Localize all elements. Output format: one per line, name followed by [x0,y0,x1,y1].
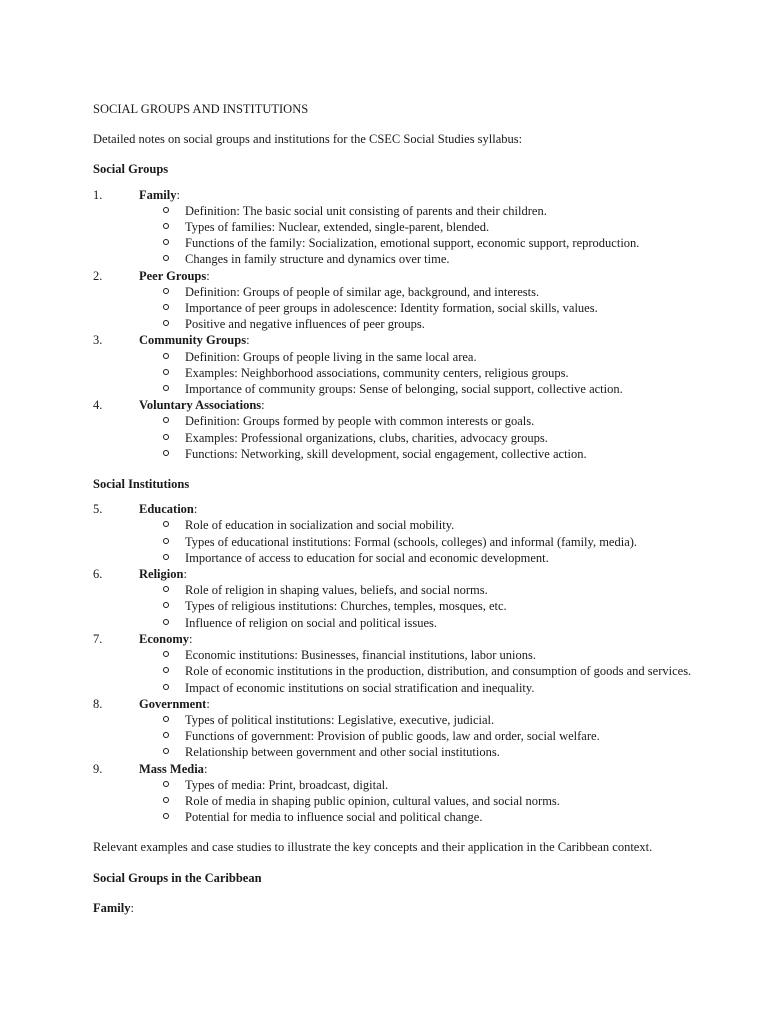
bullet-text: Types of families: Nuclear, extended, single-parent, blended. [185,220,490,235]
bullet-item [139,316,708,332]
bullet-item [139,413,708,429]
trailing-item-name: Family [93,900,131,915]
hollow-circle-bullet-icon [163,450,169,456]
bullet-item [139,712,708,728]
list-item-name: Community Groups [139,333,247,348]
section-heading: Social Groups [93,162,169,177]
bullet-text: Role of education in socialization and social mobility. [185,518,455,533]
bullet-item [139,203,708,219]
list-item-number: 9. [93,761,103,776]
list-item-heading [139,332,708,348]
bullet-text: Relationship between government and other social institutions. [185,745,500,760]
bullet-text: Definition: Groups of people living in the same local area. [185,349,477,364]
numbered-list [93,501,708,825]
bullet-list [139,582,708,631]
hollow-circle-bullet-icon [163,521,169,527]
bullet-item [139,300,708,316]
list-item-number: 3. [93,333,103,348]
hollow-circle-bullet-icon [163,255,169,261]
hollow-circle-bullet-icon [163,417,169,423]
list-item-number: 8. [93,696,103,711]
hollow-circle-bullet-icon [163,239,169,245]
document-page [93,101,708,916]
bullet-item [139,777,708,793]
hollow-circle-bullet-icon [163,223,169,229]
bullet-text: Examples: Neighborhood associations, community centers, religious groups. [185,365,569,380]
list-item-number: 4. [93,398,103,413]
bullet-text: Importance of peer groups in adolescence: Identity formation, social skills, values. [185,301,598,316]
caribbean-heading: Social Groups in the Caribbean [93,870,262,885]
list-item-name: Mass Media [139,761,204,776]
bullet-text: Functions of the family: Socialization, emotional support, economic support, reproduction. [185,236,640,251]
trailing-item-suffix: : [130,900,134,915]
bullet-text: Examples: Professional organizations, clubs, charities, advocacy groups. [185,430,548,445]
list-item [93,501,708,566]
hollow-circle-bullet-icon [163,320,169,326]
list-item-heading [139,696,708,712]
list-item-colon: : [261,398,265,413]
bullet-item [139,284,708,300]
list-item-number: 1. [93,187,103,202]
bullet-list [139,647,708,696]
list-item-heading [139,566,708,582]
bullet-item [139,517,708,533]
list-item-colon: : [246,333,250,348]
bullet-item [139,598,708,614]
list-item-heading [139,397,708,413]
list-item-heading [139,187,708,203]
bullet-item [139,381,708,397]
bullet-item [139,349,708,365]
bullet-item [139,430,708,446]
list-item [93,268,708,333]
bullet-list [139,517,708,566]
list-item-number: 7. [93,631,103,646]
bullet-item [139,663,708,679]
list-item-name: Religion [139,567,184,582]
list-item-heading [139,268,708,284]
hollow-circle-bullet-icon [163,684,169,690]
bullet-item [139,365,708,381]
list-item-colon: : [189,631,193,646]
hollow-circle-bullet-icon [163,602,169,608]
list-item [93,187,708,268]
sections-container [93,161,708,825]
bullet-text: Changes in family structure and dynamics over time. [185,252,450,267]
bullet-item [139,744,708,760]
hollow-circle-bullet-icon [163,434,169,440]
bullet-item [139,680,708,696]
bullet-item [139,793,708,809]
bullet-text: Economic institutions: Businesses, financial institutions, labor unions. [185,648,537,663]
list-item [93,397,708,462]
hollow-circle-bullet-icon [163,538,169,544]
closing-paragraph: Relevant examples and case studies to illustrate the key concepts and their application in the Caribbean context. [93,840,653,855]
hollow-circle-bullet-icon [163,304,169,310]
list-item-colon: : [203,761,208,776]
list-item-name: Peer Groups [139,268,207,283]
hollow-circle-bullet-icon [163,207,169,213]
bullet-text: Types of political institutions: Legislative, executive, judicial. [185,712,495,727]
list-item [93,631,708,696]
bullet-item [139,647,708,663]
bullet-text: Role of media in shaping public opinion, cultural values, and social norms. [185,793,560,808]
bullet-text: Role of religion in shaping values, beliefs, and social norms. [185,583,488,598]
bullet-item [139,728,708,744]
bullet-text: Definition: The basic social unit consisting of parents and their children. [185,203,547,218]
hollow-circle-bullet-icon [163,586,169,592]
list-item [93,696,708,761]
bullet-item [139,809,708,825]
list-item-name: Family [139,187,177,202]
bullet-list [139,777,708,826]
bullet-item [139,582,708,598]
bullet-text: Types of religious institutions: Churches, temples, mosques, etc. [185,599,507,614]
list-item [93,332,708,397]
bullet-text: Definition: Groups formed by people with common interests or goals. [185,414,535,429]
hollow-circle-bullet-icon [163,619,169,625]
list-item-colon: : [206,696,210,711]
bullet-item [139,550,708,566]
bullet-text: Importance of community groups: Sense of belonging, social support, collective action. [185,382,623,397]
bullet-item [139,615,708,631]
bullet-item [139,251,708,267]
section-heading: Social Institutions [93,477,190,492]
list-item-name: Education [139,502,194,517]
bullet-text: Functions of government: Provision of public goods, law and order, social welfare. [185,729,600,744]
bullet-text: Types of educational institutions: Formal (schools, colleges) and informal (family, media). [185,534,638,549]
hollow-circle-bullet-icon [163,369,169,375]
list-item-name: Government [139,696,207,711]
bullet-text: Influence of religion on social and political issues. [185,615,438,630]
bullet-item [139,446,708,462]
numbered-list [93,187,708,462]
list-item [93,566,708,631]
bullet-list [139,712,708,761]
bullet-text: Types of media: Print, broadcast, digital. [185,777,389,792]
hollow-circle-bullet-icon [163,288,169,294]
hollow-circle-bullet-icon [163,554,169,560]
list-item [93,761,708,826]
bullet-text: Impact of economic institutions on social stratification and inequality. [185,680,535,695]
list-item-number: 6. [93,567,103,582]
hollow-circle-bullet-icon [163,748,169,754]
bullet-list [139,284,708,333]
bullet-text: Positive and negative influences of peer groups. [185,317,425,332]
bullet-list [139,349,708,398]
hollow-circle-bullet-icon [163,651,169,657]
bullet-item [139,219,708,235]
bullet-text: Importance of access to education for social and economic development. [185,550,549,565]
list-item-colon: : [183,567,187,582]
list-item-name: Voluntary Associations [139,398,262,413]
hollow-circle-bullet-icon [163,813,169,819]
hollow-circle-bullet-icon [163,732,169,738]
intro-paragraph: Detailed notes on social groups and institutions for the CSEC Social Studies syllabus: [93,132,523,147]
bullet-text: Functions: Networking, skill development, social engagement, collective action. [185,446,587,461]
list-item-colon: : [176,187,180,202]
bullet-item [139,534,708,550]
bullet-item [139,235,708,251]
bullet-text: Definition: Groups of people of similar age, background, and interests. [185,284,540,299]
list-item-heading [139,631,708,647]
hollow-circle-bullet-icon [163,716,169,722]
list-item-number: 5. [93,502,103,517]
bullet-list [139,203,708,268]
list-item-colon: : [206,268,210,283]
list-item-heading [139,761,708,777]
bullet-text: Potential for media to influence social and political change. [185,810,483,825]
trailing-item [93,900,708,916]
list-item-name: Economy [139,631,189,646]
list-item-colon: : [193,502,198,517]
hollow-circle-bullet-icon [163,353,169,359]
list-item-number: 2. [93,268,103,283]
hollow-circle-bullet-icon [163,667,169,673]
bullet-list [139,413,708,462]
document-title: SOCIAL GROUPS AND INSTITUTIONS [93,102,309,116]
bullet-text: Role of economic institutions in the production, distribution, and consumption of goods and services. [185,664,692,679]
hollow-circle-bullet-icon [163,797,169,803]
hollow-circle-bullet-icon [163,781,169,787]
list-item-heading [139,501,708,517]
hollow-circle-bullet-icon [163,385,169,391]
